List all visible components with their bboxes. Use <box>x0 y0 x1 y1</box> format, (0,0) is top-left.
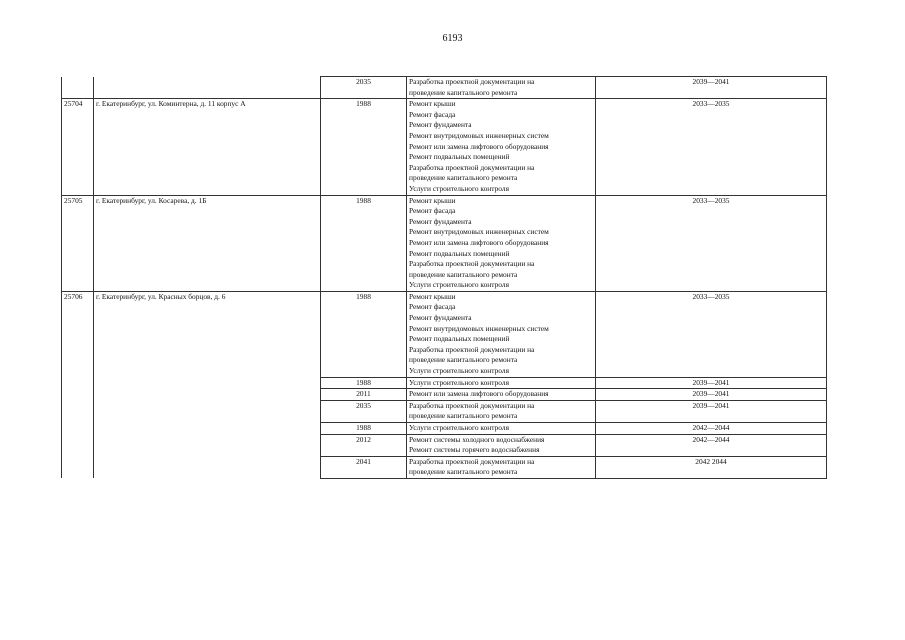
work-item: Ремонт крыши <box>409 195 456 205</box>
work-item: Разработка проектной документации на <box>409 400 535 410</box>
work-item: проведение капитального ремонта <box>409 467 518 477</box>
work-item: Ремонт или замена лифтового оборудования <box>409 141 549 151</box>
work-item: Ремонт фундамента <box>409 313 472 323</box>
repair-period: 2039—2041 <box>596 377 827 389</box>
work-item: Услуги строительного контроля <box>409 183 509 193</box>
work-item: Ремонт подвальных помещений <box>409 248 510 258</box>
house-id: 25706 <box>62 291 94 478</box>
works-cell <box>407 400 596 422</box>
work-item: Услуги строительного контроля <box>409 280 509 290</box>
work-item: Ремонт или замена лифтового оборудования <box>409 389 549 399</box>
work-item: Ремонт внутридомовых инженерных систем <box>409 227 549 237</box>
house-id: 25704 <box>62 99 94 195</box>
table-row <box>62 99 827 195</box>
work-item: Ремонт фасада <box>409 302 456 312</box>
work-item: Ремонт внутридомовых инженерных систем <box>409 323 549 333</box>
repair-period: 2033—2035 <box>596 291 827 377</box>
work-item: Ремонт подвальных помещений <box>409 334 510 344</box>
repair-period: 2033—2035 <box>596 99 827 195</box>
work-item: Разработка проектной документации на <box>409 259 535 269</box>
work-item: Разработка проектной документации на <box>409 456 535 466</box>
work-item: проведение капитального ремонта <box>409 87 518 97</box>
house-address: г. Екатеринбург, ул. Красных борцов, д. 6 <box>94 291 321 478</box>
work-item: Услуги строительного контроля <box>409 366 509 376</box>
work-item: Ремонт фасада <box>409 206 456 216</box>
work-item: Разработка проектной документации на <box>409 162 535 172</box>
house-address: г. Екатеринбург, ул. Коминтерна, д. 11 корпус А <box>94 99 321 195</box>
work-item: Ремонт фундамента <box>409 216 472 226</box>
table-row <box>62 195 827 291</box>
work-item: Ремонт или замена лифтового оборудования <box>409 237 549 247</box>
build-year: 2012 <box>321 434 407 456</box>
repair-period: 2039—2041 <box>596 77 827 99</box>
work-item: Услуги строительного контроля <box>409 377 509 387</box>
work-item: Ремонт крыши <box>409 291 456 301</box>
work-item: проведение капитального ремонта <box>409 173 518 183</box>
capital-repair-table <box>61 76 827 479</box>
build-year: 2035 <box>321 400 407 422</box>
table-body <box>62 77 827 479</box>
repair-period: 2039—2041 <box>596 389 827 401</box>
build-year: 1988 <box>321 195 407 291</box>
table-row <box>62 77 827 99</box>
house-id <box>62 77 94 99</box>
work-item: проведение капитального ремонта <box>409 355 518 365</box>
work-item: Разработка проектной документации на <box>409 77 535 86</box>
works-cell <box>407 456 596 478</box>
repair-period: 2039—2041 <box>596 400 827 422</box>
house-address <box>94 77 321 99</box>
work-item: проведение капитального ремонта <box>409 269 518 279</box>
work-item: Разработка проектной документации на <box>409 344 535 354</box>
works-cell <box>407 423 596 435</box>
build-year: 2011 <box>321 389 407 401</box>
work-item: Ремонт фундамента <box>409 120 472 130</box>
build-year: 1988 <box>321 423 407 435</box>
work-item: Ремонт крыши <box>409 99 456 109</box>
build-year: 1988 <box>321 99 407 195</box>
works-cell <box>407 434 596 456</box>
works-cell <box>407 377 596 389</box>
work-item: Ремонт внутридомовых инженерных систем <box>409 130 549 140</box>
works-cell <box>407 195 596 291</box>
build-year: 1988 <box>321 291 407 377</box>
work-item: Услуги строительного контроля <box>409 423 509 432</box>
house-id: 25705 <box>62 195 94 291</box>
work-item: Ремонт подвальных помещений <box>409 152 510 162</box>
page-number: 6193 <box>442 33 463 44</box>
build-year: 1988 <box>321 377 407 389</box>
works-cell <box>407 291 596 377</box>
repair-period: 2042—2044 <box>596 423 827 435</box>
works-cell <box>407 389 596 401</box>
house-address: г. Екатеринбург, ул. Косарева, д. 1Б <box>94 195 321 291</box>
build-year: 2041 <box>321 456 407 478</box>
repair-period: 2033—2035 <box>596 195 827 291</box>
table-row <box>62 291 827 377</box>
work-item: Ремонт фасада <box>409 109 456 119</box>
work-item: проведение капитального ремонта <box>409 411 518 421</box>
works-cell <box>407 77 596 99</box>
repair-period: 2042—2044 <box>596 434 827 456</box>
work-item: Ремонт системы холодного водоснабжения <box>409 434 545 444</box>
build-year: 2035 <box>321 77 407 99</box>
works-cell <box>407 99 596 195</box>
work-item: Ремонт системы горячего водоснабжения <box>409 445 540 455</box>
repair-period: 2042 2044 <box>596 456 827 478</box>
